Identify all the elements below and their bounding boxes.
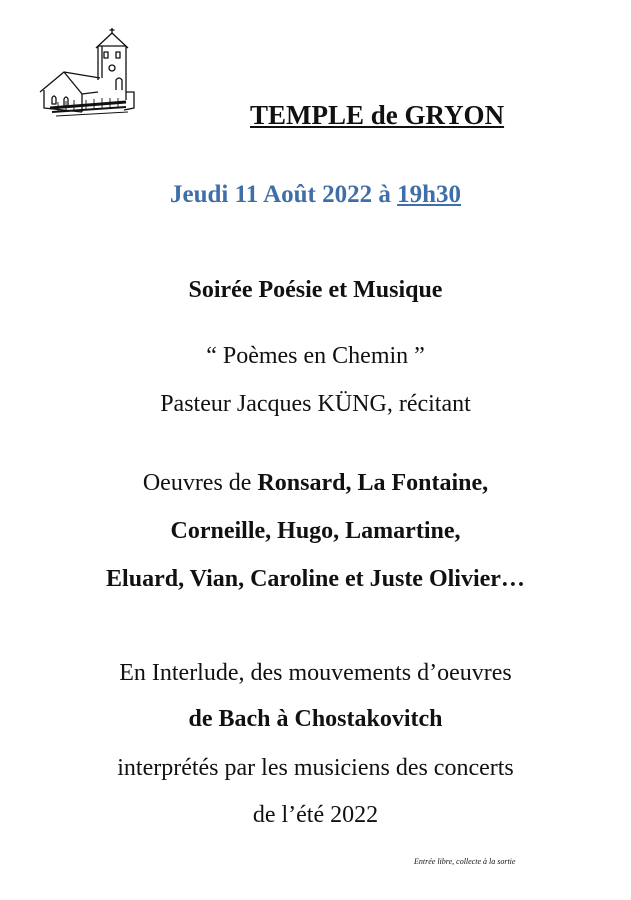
reciter-line: Pasteur Jacques KÜNG, récitant xyxy=(160,391,471,417)
authors-names-1: Ronsard, La Fontaine, xyxy=(257,470,489,496)
program-subtitle: “ Poèmes en Chemin ” xyxy=(206,343,425,369)
authors-line-3: Eluard, Vian, Caroline et Juste Olivier… xyxy=(106,566,525,592)
works-prefix: Oeuvres de xyxy=(142,470,252,496)
church-logo-icon xyxy=(36,28,136,120)
authors-line-1 xyxy=(0,470,631,497)
event-date-text: Jeudi 11 Août 2022 à xyxy=(169,181,391,208)
page-title: TEMPLE de GRYON xyxy=(250,100,505,130)
authors-line-2: Corneille, Hugo, Lamartine, xyxy=(170,518,461,544)
interlude-line-4: de l’été 2022 xyxy=(252,802,379,828)
interlude-composers: de Bach à Chostakovitch xyxy=(188,706,443,732)
program-heading: Soirée Poésie et Musique xyxy=(188,277,443,303)
event-time: 19h30 xyxy=(397,181,462,208)
interlude-line-3: interprétés par les musiciens des concerts xyxy=(117,755,514,781)
interlude-line-1: En Interlude, des mouvements d’oeuvres xyxy=(119,660,512,686)
event-date xyxy=(0,181,631,209)
footer-note: Entrée libre, collecte à la sortie xyxy=(414,857,516,866)
